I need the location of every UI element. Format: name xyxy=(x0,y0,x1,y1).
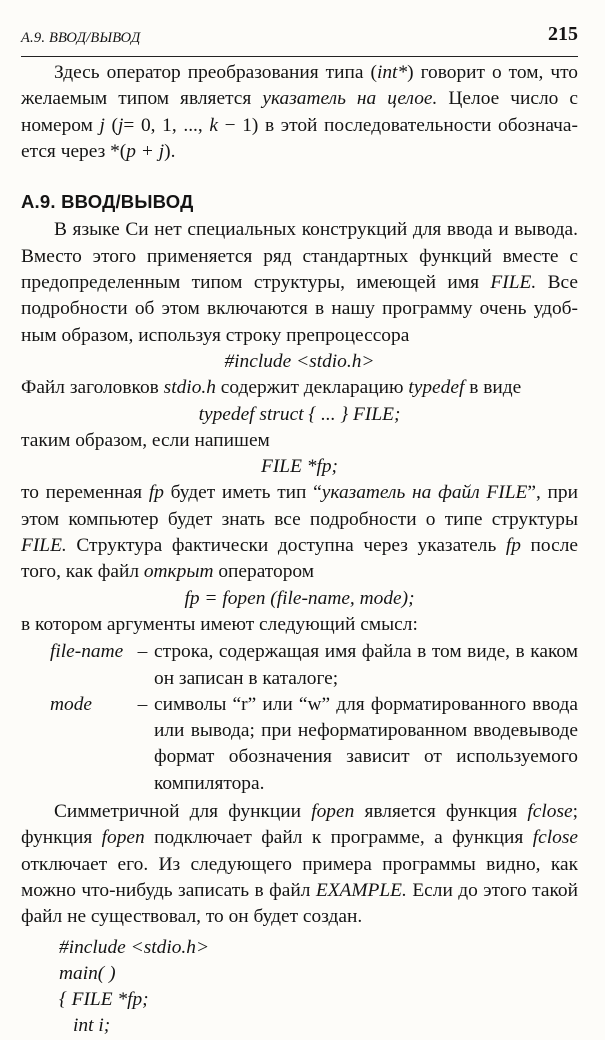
page-number: 215 xyxy=(548,23,578,45)
code-line: { FILE *fp; xyxy=(59,989,149,1011)
section-paragraph-1: В языке Си нет специальных конструкций для ввода и вывода. Вместо этого применяется ряд стандартных функций вместе с предопределенным типом структуры, имеющей имя FILE. Все подробности об этом включаются в нашу программу очень удобным образом, используя строку препроцессора xyxy=(21,219,578,346)
section-paragraph-6: Симметричной для функции fopen является функция fclose; функция fopen подключает файл к программе, а функция fclose отключает его. Из следующего примера программы видно, как можно что-нибудь записать в файл EXAMPLE. Если до этого такой файл не существовал, то он будет создан. xyxy=(21,801,579,928)
section-paragraph-4: то переменная fp будет иметь тип “указатель на файл FILE”, при этом компьютер будет знать все подробности о типе структуры FILE. Структура фактически доступна через указатель fp после того, как файл открыт оператором xyxy=(21,482,578,583)
argument-term: file-name xyxy=(50,641,124,663)
section-paragraph-3: таким образом, если напишем xyxy=(21,429,270,451)
file-declaration: FILE *fp; xyxy=(260,456,338,478)
argument-dash: – xyxy=(137,693,148,715)
argument-item xyxy=(21,639,578,692)
typedef-line: typedef struct { ... } FILE; xyxy=(198,403,401,425)
argument-list xyxy=(21,639,578,797)
include-directive: #include <stdio.h> xyxy=(224,350,375,372)
argument-dash: – xyxy=(137,641,148,663)
intro-paragraph: Здесь оператор преобразования типа (int*) говорит о том, что желаемым типом является указатель на целое. Целое число с номером j (j= 0, 1, ..., k − 1) в этой последовательности обозначается через *(p + j). xyxy=(21,62,578,162)
running-head: А.9. ВВОД/ВЫВОД xyxy=(21,30,141,46)
argument-definition: символы “r” или “w” для форматированного ввода или вывода; при неформатированном вводевыводе формат обозначения зависит от используемого компилятора. xyxy=(154,693,578,794)
argument-definition: строка, содержащая имя файла в том виде, в каком он записан в каталоге; xyxy=(154,641,578,689)
fopen-statement: fp = fopen (file-name, mode); xyxy=(184,587,415,609)
section-paragraph-2: Файл заголовков stdio.h содержит декларацию typedef в виде xyxy=(21,377,522,399)
page-body xyxy=(21,60,578,1040)
argument-term: mode xyxy=(50,693,93,715)
argument-item xyxy=(21,692,578,797)
code-line: #include <stdio.h> xyxy=(59,936,210,958)
section-paragraph-5: в котором аргументы имеют следующий смысл: xyxy=(21,613,418,635)
code-line: int i; xyxy=(73,1015,111,1037)
page-header xyxy=(21,22,578,57)
section-title: А.9. ВВОД/ВЫВОД xyxy=(21,191,194,213)
code-listing xyxy=(21,935,578,1040)
code-line: main( ) xyxy=(59,962,116,984)
